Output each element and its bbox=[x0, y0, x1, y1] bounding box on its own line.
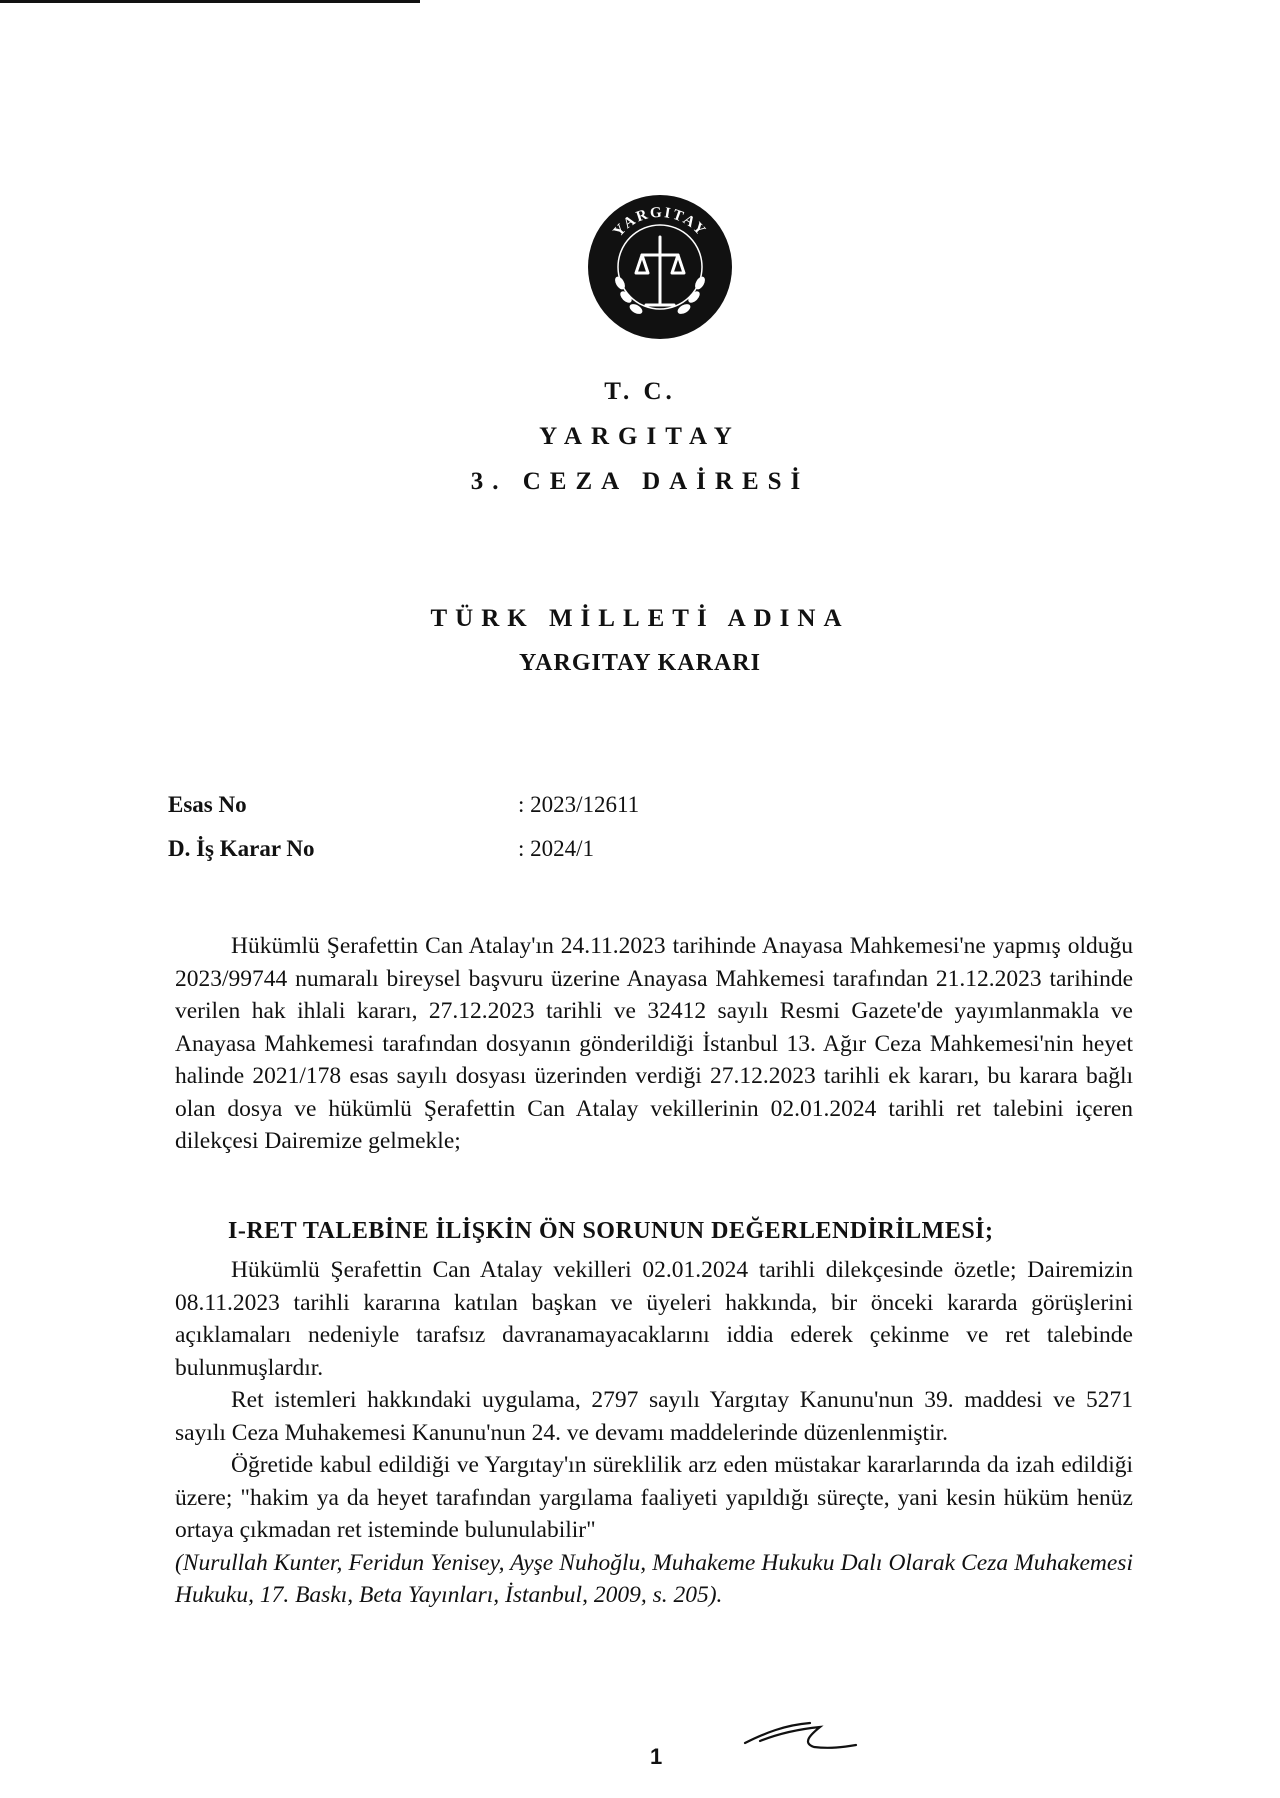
header-tc: T. C. bbox=[604, 378, 676, 405]
page-number: 1 bbox=[650, 1744, 663, 1769]
header-chamber: 3. CEZA DAİRESİ bbox=[470, 468, 810, 495]
intro-paragraph: Hükümlü Şerafettin Can Atalay'ın 24.11.2023 tarihinde Anayasa Mahkemesi'ne yapmış olduğu 2023/99744 numaralı bireysel başvuru üzerine Anayasa Mahkemesi tarafından 21.12.2023 tarihinde verilen hak ihlali kararı, 27.12.2023 tarihli ve 32412 sayılı Resmi Gazete'de yayımlanmakla ve Anayasa Mahkemesi tarafından dosyanın gönderildiği İstanbul 13. Ağır Ceza Mahkemesi'nin heyet halinde 2021/178 esas sayılı dosyası üzerinden verdiği 27.12.2023 tarihli ek kararı, bu karara bağlı olan dosya ve hükümlü Şerafettin Can Atalay vekillerinin 02.01.2024 tarihli ret talebini içeren dilekçesi Dairemize gelmekle; bbox=[175, 933, 1133, 1154]
esas-value: : 2023/12611 bbox=[518, 792, 640, 817]
top-scan-rule bbox=[0, 0, 420, 3]
esas-label: Esas No bbox=[168, 792, 247, 817]
yargitay-seal-logo bbox=[586, 193, 734, 341]
karar-label: D. İş Karar No bbox=[168, 836, 315, 861]
intro-paragraph-block bbox=[175, 930, 1133, 1158]
paragraph-petition: Hükümlü Şerafettin Can Atalay vekilleri 02.01.2024 tarihli dilekçesinde özetle; Dairemizin 08.11.2023 tarihli kararına katılan başkan ve üyeleri hakkında, bir önceki kararda görüşlerini açıklamaları nedeniyle tarafsız davranamayacaklarını iddia ederek çekinme ve ret talebinde bulunmuşlardır. bbox=[175, 1257, 1133, 1381]
seal-text: YARGITAY bbox=[610, 204, 710, 241]
header-nation: TÜRK MİLLETİ ADINA bbox=[430, 605, 850, 632]
karar-value: : 2024/1 bbox=[518, 836, 595, 861]
signature-mark bbox=[740, 1715, 860, 1755]
header-decision-title: YARGITAY KARARI bbox=[519, 650, 761, 676]
header-court-name: YARGITAY bbox=[539, 423, 741, 450]
section-title: I-RET TALEBİNE İLİŞKİN ÖN SORUNUN DEĞERLENDİRİLMESİ; bbox=[228, 1218, 994, 1244]
citation: (Nurullah Kunter, Feridun Yenisey, Ayşe Nuhoğlu, Muhakeme Hukuku Dalı Olarak Ceza Muhakemesi Hukuku, 17. Baskı, Beta Yayınları, İstanbul, 2009, s. 205). bbox=[175, 1549, 1133, 1608]
paragraph-law: Ret istemleri hakkındaki uygulama, 2797 sayılı Yargıtay Kanunu'nun 39. maddesi ve 5271 sayılı Ceza Muhakemesi Kanunu'nun 24. ve devamı maddelerinde düzenlenmiştir. bbox=[175, 1387, 1133, 1446]
paragraph-doctrine: Öğretide kabul edildiği ve Yargıtay'ın süreklilik arz eden müstakar kararlarında da izah edildiği üzere; "hakim ya da heyet tarafından yargılama faaliyeti yapıldığı süreçte, yani kesin hüküm henüz ortaya çıkmadan ret isteminde bulunulabilir" bbox=[175, 1452, 1133, 1543]
section-body bbox=[175, 1254, 1133, 1612]
